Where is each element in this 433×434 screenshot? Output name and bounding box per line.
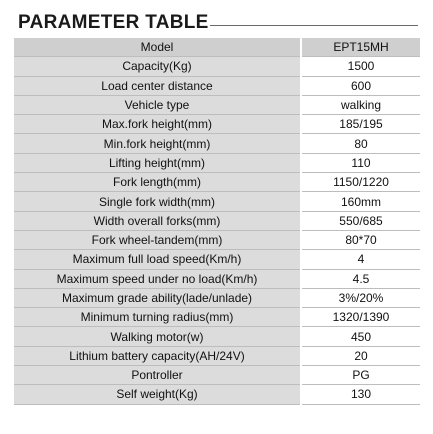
table-row — [14, 76, 420, 95]
row-value: 1500 — [301, 57, 420, 76]
table-row — [14, 57, 420, 76]
row-value: 130 — [301, 385, 420, 404]
page-title: PARAMETER TABLE — [18, 12, 209, 33]
row-label: Single fork width(mm) — [14, 192, 301, 211]
row-label: Pontroller — [14, 366, 301, 385]
table-row — [14, 366, 420, 385]
row-value: 1150/1220 — [301, 173, 420, 192]
row-value: 1320/1390 — [301, 308, 420, 327]
table-row — [14, 173, 420, 192]
table-row — [14, 308, 420, 327]
row-value: 550/685 — [301, 211, 420, 230]
row-label: Width overall forks(mm) — [14, 211, 301, 230]
row-value: 160mm — [301, 192, 420, 211]
row-label: Min.fork height(mm) — [14, 134, 301, 153]
row-label: Max.fork height(mm) — [14, 115, 301, 134]
row-value: 4 — [301, 250, 420, 269]
table-row — [14, 153, 420, 172]
table-row — [14, 134, 420, 153]
header-value-cell: EPT15MH — [301, 38, 420, 57]
row-label: Lifting height(mm) — [14, 153, 301, 172]
row-label: Maximum grade ability(lade/unlade) — [14, 288, 301, 307]
row-label: Walking motor(w) — [14, 327, 301, 346]
table-row — [14, 288, 420, 307]
row-label: Fork wheel-tandem(mm) — [14, 230, 301, 249]
table-row — [14, 230, 420, 249]
row-value: 80 — [301, 134, 420, 153]
table-row — [14, 346, 420, 365]
header-label-cell: Model — [14, 38, 301, 57]
table-row — [14, 211, 420, 230]
row-label: Minimum turning radius(mm) — [14, 308, 301, 327]
row-label: Maximum speed under no load(Km/h) — [14, 269, 301, 288]
parameter-table — [14, 38, 420, 405]
table-row — [14, 192, 420, 211]
title-row — [14, 12, 420, 38]
row-value: 110 — [301, 153, 420, 172]
row-value: 3%/20% — [301, 288, 420, 307]
row-label: Self weight(Kg) — [14, 385, 301, 404]
row-value: 4.5 — [301, 269, 420, 288]
table-header-row — [14, 38, 420, 57]
table-row — [14, 250, 420, 269]
row-value: 20 — [301, 346, 420, 365]
row-label: Maximum full load speed(Km/h) — [14, 250, 301, 269]
table-row — [14, 95, 420, 114]
table-row — [14, 385, 420, 404]
row-label: Capacity(Kg) — [14, 57, 301, 76]
table-row — [14, 115, 420, 134]
row-value: walking — [301, 95, 420, 114]
row-value: 80*70 — [301, 230, 420, 249]
row-label: Vehicle type — [14, 95, 301, 114]
table-row — [14, 269, 420, 288]
row-value: 185/195 — [301, 115, 420, 134]
row-label: Fork length(mm) — [14, 173, 301, 192]
table-row — [14, 327, 420, 346]
row-label: Lithium battery capacity(AH/24V) — [14, 346, 301, 365]
row-label: Load center distance — [14, 76, 301, 95]
row-value: 450 — [301, 327, 420, 346]
row-value: PG — [301, 366, 420, 385]
row-value: 600 — [301, 76, 420, 95]
title-divider — [210, 25, 418, 26]
